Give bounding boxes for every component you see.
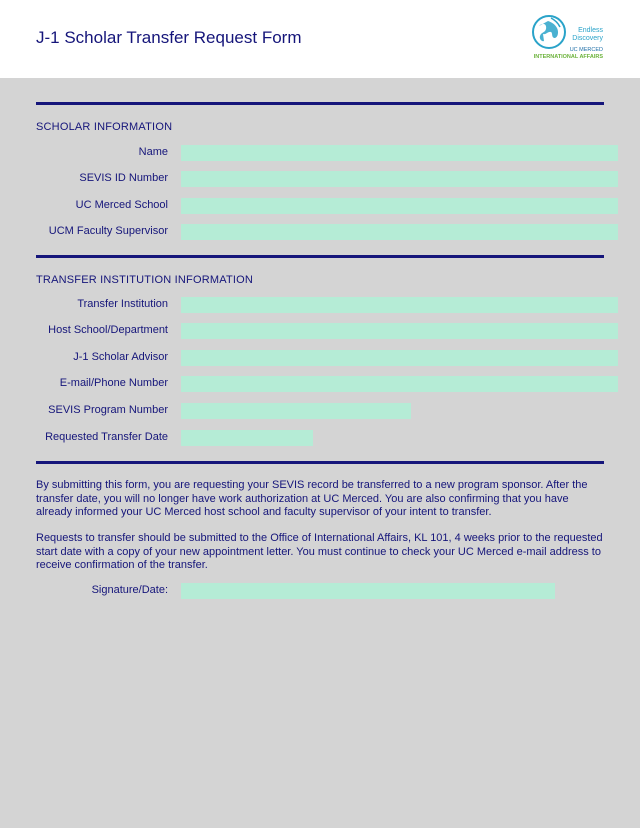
- email-phone-label: E-mail/Phone Number: [59, 377, 168, 389]
- institution-label: Transfer Institution: [77, 298, 168, 310]
- section-divider: [36, 102, 604, 105]
- transfer-date-row: [36, 430, 604, 446]
- transfer-section-title: TRANSFER INSTITUTION INFORMATION: [36, 274, 254, 286]
- scholar-section-title: SCHOLAR INFORMATION: [36, 121, 173, 133]
- school-row: [36, 198, 604, 214]
- logo-tagline-line1: Endless: [578, 27, 603, 34]
- section-divider: [36, 461, 604, 464]
- school-label: UC Merced School: [75, 199, 168, 211]
- logo-department: INTERNATIONAL AFFAIRS: [533, 54, 603, 60]
- section-divider: [36, 255, 604, 258]
- supervisor-label: UCM Faculty Supervisor: [48, 225, 168, 237]
- uc-merced-logo: [531, 14, 607, 64]
- authorization-notice: By submitting this form, you are requesting your SEVIS record be transferred to a new program sponsor. After the transfer date, you will no longer have work authorization at UC Merced. You are also confirming that you have already informed your UC Merced host school and faculty supervisor of your intent to transfer.: [36, 479, 588, 518]
- host-department-field[interactable]: [181, 323, 618, 339]
- transfer-date-field[interactable]: [181, 430, 313, 446]
- sevis-program-label: SEVIS Program Number: [48, 404, 168, 416]
- globe-icon: [531, 14, 567, 50]
- email-phone-row: [36, 376, 604, 392]
- institution-row: [36, 297, 604, 313]
- institution-field[interactable]: [181, 297, 618, 313]
- logo-tagline-line2: Discovery: [572, 35, 603, 42]
- host-department-row: [36, 323, 604, 339]
- sevis-program-row: [36, 403, 604, 419]
- advisor-row: [36, 350, 604, 366]
- email-phone-field[interactable]: [181, 376, 618, 392]
- name-field[interactable]: [181, 145, 618, 161]
- name-label: Name: [138, 146, 168, 158]
- sevis-id-row: [36, 171, 604, 187]
- supervisor-field[interactable]: [181, 224, 618, 240]
- form-title: J-1 Scholar Transfer Request Form: [36, 28, 302, 47]
- sevis-program-field[interactable]: [181, 403, 411, 419]
- host-department-label: Host School/Department: [48, 324, 168, 336]
- advisor-label: J-1 Scholar Advisor: [73, 351, 168, 363]
- sevis-id-field[interactable]: [181, 171, 618, 187]
- supervisor-row: [36, 224, 604, 240]
- name-row: [36, 145, 604, 161]
- transfer-date-label: Requested Transfer Date: [45, 431, 168, 443]
- submission-instructions: Requests to transfer should be submitted to the Office of International Affairs, KL 101, 4 weeks prior to the requested start date with a copy of your new appointment letter. You must continue to check your UC Merced e-mail address to receive confirmation of the transfer.: [36, 532, 603, 571]
- logo-org-name: UC MERCED: [569, 47, 603, 53]
- advisor-field[interactable]: [181, 350, 618, 366]
- school-field[interactable]: [181, 198, 618, 214]
- sevis-id-label: SEVIS ID Number: [79, 172, 168, 184]
- signature-field[interactable]: [181, 583, 555, 599]
- signature-row: [36, 583, 604, 599]
- signature-label: Signature/Date:: [91, 584, 168, 596]
- logo-tagline: [572, 27, 603, 43]
- page-header: [0, 0, 640, 78]
